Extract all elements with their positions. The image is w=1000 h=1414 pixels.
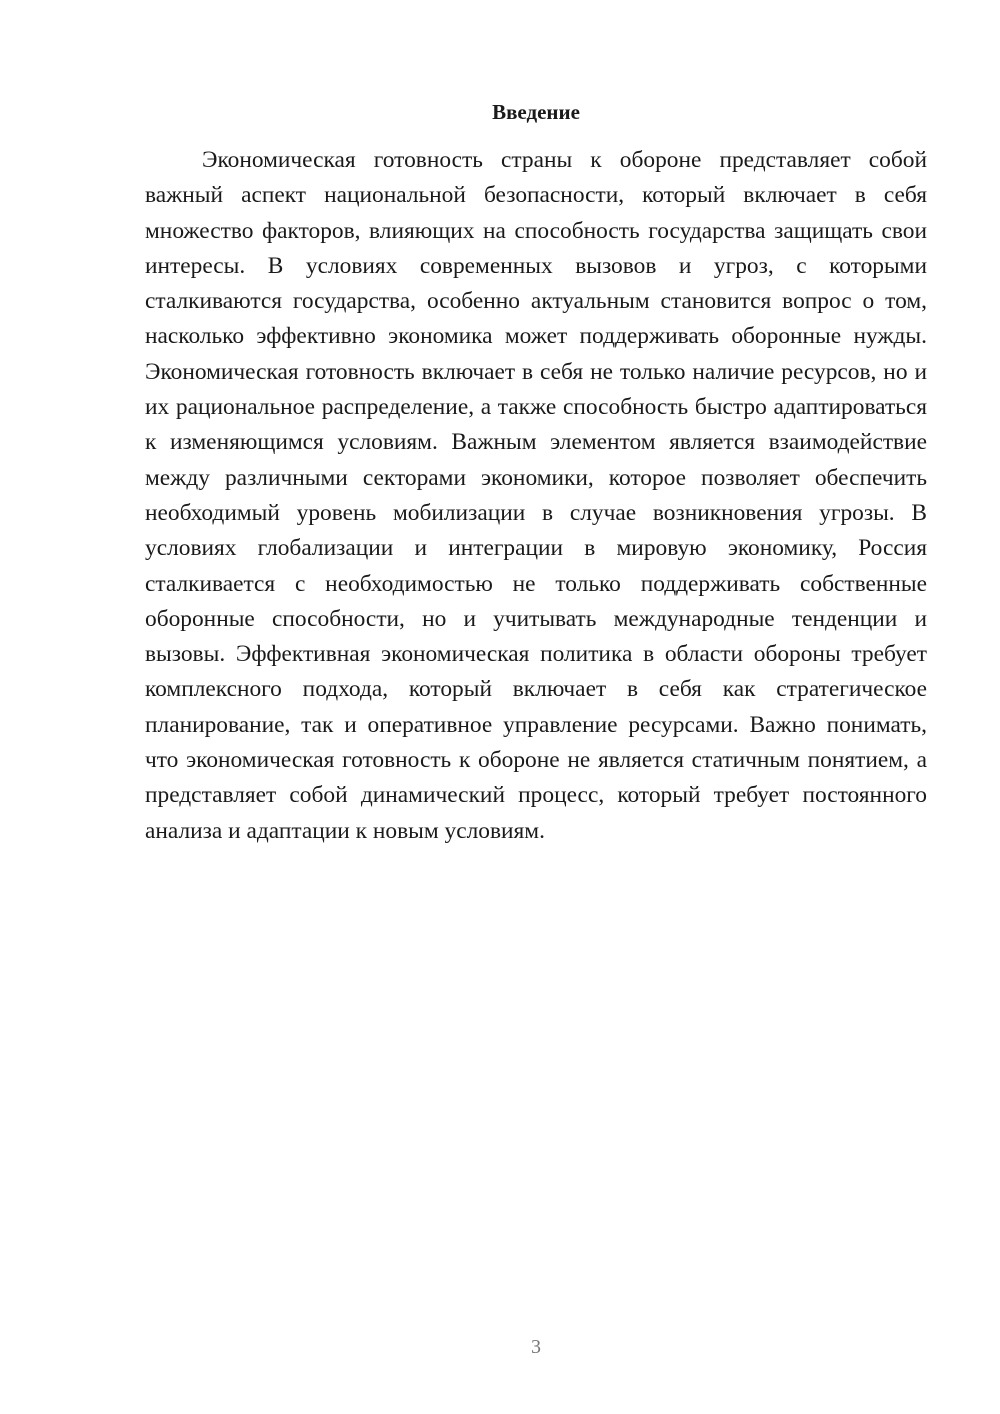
page-number: 3 (531, 1336, 541, 1358)
body-paragraph: Экономическая готовность страны к обороне представляет собой важный аспект национальной безопасности, который включает в себя множество факторов, влияющих на способность государства защищать свои интересы. В условиях современных вызовов и угроз, с которыми сталкиваются государства, особенно актуальным становится вопрос о том, насколько эффективно экономика может поддерживать оборонные нужды. Экономическая готовность включает в себя не только наличие ресурсов, но и их рациональное распределение, а также способность быстро адаптироваться к изменяющимся условиям. Важным элементом является взаимодействие между различными секторами экономики, которое позволяет обеспечить необходимый уровень мобилизации в случае возникновения угрозы. В условиях глобализации и интеграции в мировую экономику, Россия сталкивается с необходимостью не только поддерживать собственные оборонные способности, но и учитывать международные тенденции и вызовы. Эффективная экономическая политика в области обороны требует комплексного подхода, который включает в себя как стратегическое планирование, так и оперативное управление ресурсами. Важно понимать, что экономическая готовность к обороне не является статичным понятием, а представляет собой динамический процесс, который требует постоянного анализа и адаптации к новым условиям. (145, 147, 927, 844)
section-heading: Введение (492, 100, 580, 124)
